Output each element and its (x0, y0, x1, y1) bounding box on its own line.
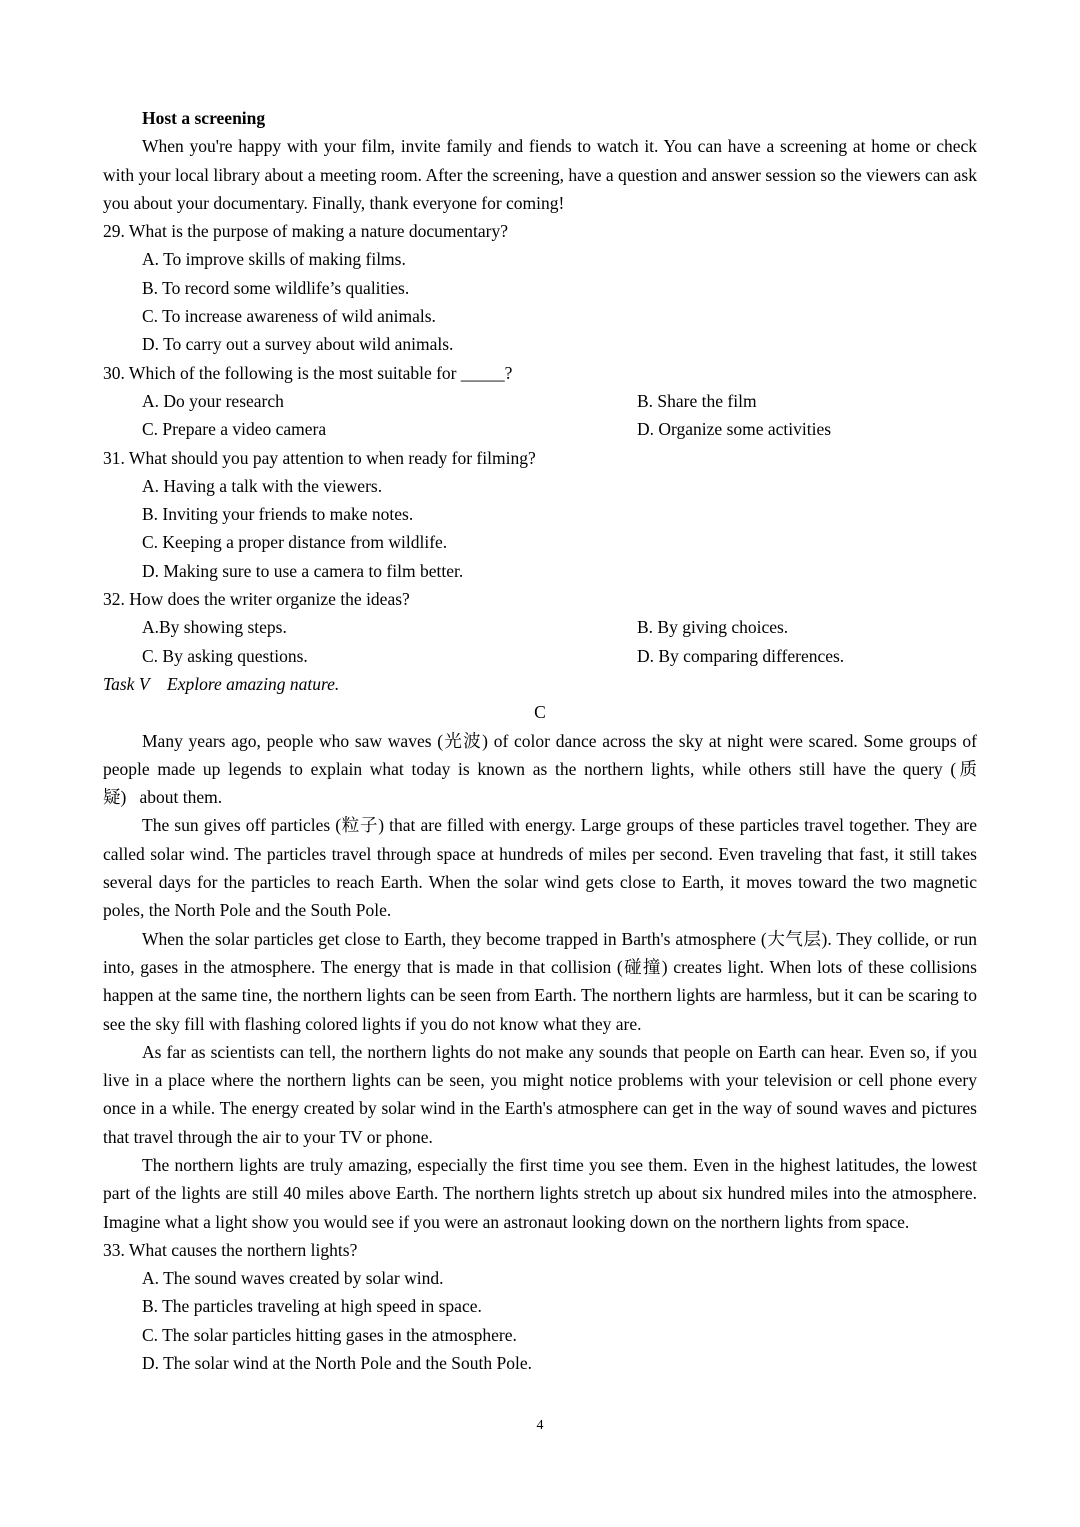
question-29-stem: 29. What is the purpose of making a nature documentary? (103, 221, 508, 242)
question-32-stem: 32. How does the writer organize the ideas? (103, 589, 410, 610)
question-30-stem: 30. Which of the following is the most suitable for _____? (103, 362, 513, 383)
question-31-stem: 31. What should you pay attention to when ready for filming? (103, 447, 536, 468)
question-29-option-d: D. To carry out a survey about wild animals. (142, 334, 454, 355)
question-30-option-a: A. Do your research (142, 390, 284, 411)
question-33-option-b: B. The particles traveling at high speed in space. (142, 1296, 482, 1317)
question-29-option-a: A. To improve skills of making films. (142, 249, 406, 270)
question-32-option-c: C. By asking questions. (142, 645, 308, 666)
question-32-options-row-1 (103, 613, 977, 641)
question-30-options-row-1 (103, 387, 977, 415)
section-c-label: C (534, 702, 546, 723)
passage-paragraph: The northern lights are truly amazing, especially the first time you see them. Even in the highest latitudes, the lowest part of the lights are still 40 miles above Earth. The northern lights stretch up about six hundred miles into the atmosphere. Imagine what a light show you would see if you were an astronaut looking down on the northern lights from space. (103, 1154, 977, 1232)
question-29-option-c: C. To increase awareness of wild animals. (142, 306, 436, 327)
question-33-option-a: A. The sound waves created by solar wind. (142, 1268, 444, 1289)
question-30-option-b: B. Share the film (637, 390, 757, 411)
passage-paragraph: As far as scientists can tell, the northern lights do not make any sounds that people on Earth can hear. Even so, if you live in a place where the northern lights can be seen, you might notice problems with your television or cell phone every once in a while. The energy created by solar wind in the Earth's atmosphere can get in the way of sound waves and pictures that travel through the air to your TV or phone. (103, 1041, 977, 1147)
question-31-option-c: C. Keeping a proper distance from wildlife. (142, 532, 448, 553)
page-content (103, 104, 977, 1377)
passage-paragraph: When the solar particles get close to Earth, they become trapped in Barth's atmosphere (大气层). They collide, or run into, gases in the atmosphere. The energy that is made in that collision (碰撞) creates light. When lots of these collisions happen at the same tine, the northern lights can be seen from Earth. The northern lights are harmless, but it can be scaring to see the sky fill with flashing colored lights if you do not know what they are. (103, 928, 977, 1034)
question-33-option-d: D. The solar wind at the North Pole and the South Pole. (142, 1353, 532, 1374)
question-31-option-d: D. Making sure to use a camera to film better. (142, 560, 464, 581)
question-32-option-b: B. By giving choices. (637, 617, 789, 638)
question-30-option-d: D. Organize some activities (637, 419, 832, 440)
question-32-options-row-2 (103, 642, 977, 670)
question-33-stem: 33. What causes the northern lights? (103, 1239, 358, 1260)
question-32-option-a: A.By showing steps. (142, 617, 287, 638)
question-31-option-b: B. Inviting your friends to make notes. (142, 504, 414, 525)
question-29-option-b: B. To record some wildlife’s qualities. (142, 277, 410, 298)
passage-paragraph: Many years ago, people who saw waves (光波) of color dance across the sky at night were scared. Some groups of people made up legends to explain what today is known as the northern lights, while others still have the query (质疑) about them. (103, 730, 977, 808)
question-32-option-d: D. By comparing differences. (637, 645, 845, 666)
passage-paragraph: The sun gives off particles (粒子) that are filled with energy. Large groups of these particles travel together. They are called solar wind. The particles travel through space at hundreds of miles per second. Even traveling that fast, it still takes several days for the particles to reach Earth. When the solar wind gets close to Earth, it moves toward the two magnetic poles, the North Pole and the South Pole. (103, 815, 977, 921)
screening-paragraph: When you're happy with your film, invite family and fiends to watch it. You can have a screening at home or check with your local library about a meeting room. After the screening, have a question and answer session so the viewers can ask you about your documentary. Finally, thank everyone for coming! (103, 136, 977, 213)
question-30-options-row-2 (103, 415, 977, 443)
question-31-option-a: A. Having a talk with the viewers. (142, 475, 383, 496)
question-30-option-c: C. Prepare a video camera (142, 419, 327, 440)
task-title: Task V Explore amazing nature. (103, 673, 340, 694)
section-heading: Host a screening (142, 108, 266, 128)
question-33-option-c: C. The solar particles hitting gases in the atmosphere. (142, 1324, 517, 1345)
page-number: 4 (536, 1418, 544, 1433)
